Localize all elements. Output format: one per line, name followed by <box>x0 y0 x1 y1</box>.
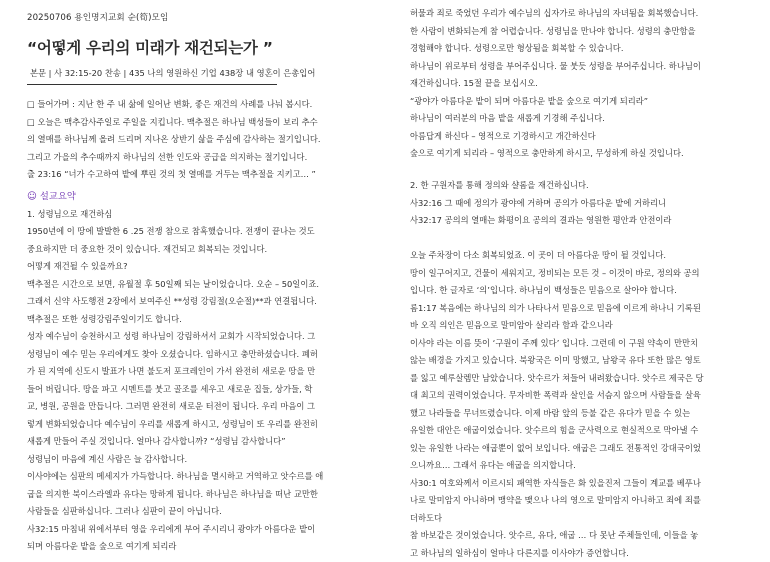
body-line: 참 바보같은 것이었습니다. 앗수르, 유다, 애굽 … 다 못난 주체들인데, 이들을 놓 <box>410 527 746 545</box>
body-line: 사32:17 공의의 열매는 화평이요 공의의 결과는 영원한 평안과 안전이라 <box>410 212 746 230</box>
body-line: 바 오직 의인은 믿음으로 말미암아 살리라 함과 같으니라 <box>410 317 746 335</box>
summary-line: 1. 성령님으로 재건하심 <box>27 206 367 224</box>
body-line: 경험해야 합니다. 성령으로만 형상됨을 회복할 수 있습니다. <box>410 40 746 58</box>
summary-line: 가 된 지역에 신도시 발표가 나면 불도저 포크레인이 가서 완전히 새로운 땅을 만 <box>27 363 367 381</box>
title-divider <box>27 84 277 85</box>
summary-line: 렇게 변화되었습니다 예수님이 우리를 새롭게 하시고, 성령님이 또 우리를 완전히 <box>27 416 367 434</box>
body-line: 숲으로 여기게 되리라 – 영적으로 충만하게 하시고, 무성하게 하실 것입니다. <box>410 145 746 163</box>
summary-line: 그래서 신약 사도행전 2장에서 보여주신 **성령 강림절(오순절)**과 연결됩니다. <box>27 293 367 311</box>
summary-line: 들어 버립니다. 땅을 파고 시멘트를 붓고 골조를 세우고 새로운 집들, 상가들, 학 <box>27 381 367 399</box>
summary-line: 되며 아름다운 밭을 숲으로 여기게 되리라 <box>27 538 367 556</box>
right-top-section <box>410 5 746 163</box>
summary-heading-label: 설교요약 <box>40 191 76 202</box>
summary-line: 교, 병원, 공원을 만듭니다. 그러면 완전히 새로운 터전이 됩니다. 우리 마음이 그 <box>27 398 367 416</box>
body-line: 대 최고의 권력이었습니다. 무자비한 폭력과 살인을 서슴지 않으며 사람들을 살육 <box>410 387 746 405</box>
summary-line: 맥추절은 또한 성령강림주일이기도 합니다. <box>27 311 367 329</box>
intro-line: 그리고 가을의 추수때까지 하나님의 선한 인도와 공급을 의지하는 절기입니다. <box>27 149 367 167</box>
intro-line: 출 23:16 “너가 수고하여 밭에 뿌린 것의 첫 열매를 거두는 맥추절을 지키고… ” <box>27 166 367 184</box>
body-line: 유일한 대안은 애굽이었습니다. 앗수르의 힘을 군사력으로 현실적으로 막아낼 수 <box>410 422 746 440</box>
body-line: 2. 한 구원자를 통해 정의와 샬롬을 재건하십니다. <box>410 177 746 195</box>
body-line: 하나님이 위로부터 성령을 부어주십니다. 물 붓듯 성령을 부어주십니다. 하나님이 <box>410 58 746 76</box>
body-line: 사32:16 그 때에 정의가 광야에 거하며 공의가 아름다운 밭에 거하리니 <box>410 195 746 213</box>
summary-line: 성자 예수님이 승천하시고 성령 하나님이 강림하셔서 교회가 시작되었습니다. 그 <box>27 328 367 346</box>
body-line: 아름답게 하신다 – 영적으로 기경하시고 개간하신다 <box>410 128 746 146</box>
body-line: 한 사람이 변화되는게 참 어렵습니다. 성령님을 만나야 합니다. 성령의 충만함을 <box>410 23 746 41</box>
body-line: 으니까요… 그래서 유다는 애굽을 의지합니다. <box>410 457 746 475</box>
body-line: 땅이 일구어지고, 건물이 세워지고, 정비되는 모든 것 – 이것이 바로, 정의와 공의 <box>410 265 746 283</box>
date-org-line: 20250706 용인명지교회 순(筍)모임 <box>27 11 168 23</box>
body-line: “광야가 아름다운 밭이 되며 아름다운 밭을 숲으로 여기게 되리라” <box>410 93 746 111</box>
summary-line: 사32:15 마침내 위에서부터 영을 우리에게 부어 주시리니 광야가 아름다운 밭이 <box>27 521 367 539</box>
intro-line: 의 열매를 하나님께 올려 드리며 지나온 상반기 삶을 주심에 감사하는 절기입니다. <box>27 131 367 149</box>
summary-line: 굽을 의지한 북이스라엘과 유다는 망하게 됩니다. 하나님은 하나님을 떠난 교만한 <box>27 486 367 504</box>
body-line: 롬1:17 복음에는 하나님의 의가 나타나서 믿음으로 믿음에 이르게 하나니 기록된 <box>410 300 746 318</box>
summary-line: 성령님이 마음에 계신 사람은 늘 감사합니다. <box>27 451 367 469</box>
smile-icon: ☺ <box>27 191 37 202</box>
body-line: 했고 나라들을 무너뜨렸습니다. 이제 바람 앞의 등불 같은 유다가 믿을 수 있는 <box>410 405 746 423</box>
body-line: 허물과 죄로 죽었던 우리가 예수님의 십자가로 하나님의 자녀됨을 회복했습니다. <box>410 5 746 23</box>
body-line: 있는 유일한 나라는 애굽뿐이 없어 보입니다. 애굽은 그래도 전통적인 강대국이었 <box>410 440 746 458</box>
body-line: 고 하나님의 일하심이 얼마나 다른지를 이사야가 증언합니다. <box>410 545 746 562</box>
summary-line: 새롭게 만들어 주실 것입니다. 얼마나 감사합니까? “성령님 감사합니다” <box>27 433 367 451</box>
summary-line: 맥추절은 시간으로 보면, 유월절 후 50일째 되는 날이었습니다. 오순 – 50일이죠. <box>27 276 367 294</box>
blank-line <box>410 230 746 248</box>
summary-heading <box>27 188 367 206</box>
body-line: 입니다. 한 글자로 ‘의’입니다. 하나님이 백성들은 믿음으로 살아야 합니다. <box>410 282 746 300</box>
intro-section <box>27 96 367 184</box>
summary-line: 성령님이 예수 믿는 우리에게도 찾아 오셨습니다. 임하시고 충만하셨습니다. 폐허 <box>27 346 367 364</box>
summary-line: 1950년에 이 땅에 발발한 6 .25 전쟁 참으로 참혹했습니다. 전쟁이 끝나는 것도 <box>27 223 367 241</box>
right-bottom-section <box>410 177 746 562</box>
body-line: 재건하십니다. 15절 끝을 보십시오. <box>410 75 746 93</box>
body-line: 오늘 주차장이 다소 회복되었죠. 이 곳이 더 아름다운 땅이 될 것입니다. <box>410 247 746 265</box>
body-line: 이사야 라는 이름 뜻이 ‘구원이 주께 있다’ 입니다. 그런데 이 구원 약속이 만만치 <box>410 335 746 353</box>
summary-line: 이사야에는 심판의 메세지가 가득합니다. 하나님을 멸시하고 거역하고 앗수르를 애 <box>27 468 367 486</box>
summary-line: 어떻게 재건될 수 있을까요? <box>27 258 367 276</box>
body-line: 하나님이 여러분의 마음 밭을 새롭게 기경해 주십니다. <box>410 110 746 128</box>
body-line: 더하도다 <box>410 510 746 528</box>
body-line: 나로 말미암지 아니하며 맹약을 맺으나 나의 영으로 말미암지 아니하고 죄에 죄를 <box>410 492 746 510</box>
summary-line: 사람들을 심판하십니다. 그러나 심판이 끝이 아닙니다. <box>27 503 367 521</box>
intro-line: □ 들어가며 : 지난 한 주 내 삶에 일어난 변화, 좋은 재건의 사례를 나눠 봅시다. <box>27 96 367 114</box>
intro-line: □ 오늘은 맥추감사주일로 주일을 지킵니다. 맥추절은 하나님 백성들이 보리 추수 <box>27 114 367 132</box>
body-line: 사30:1 여호와께서 이르시되 패역한 자식들은 화 있을진저 그들이 계교를 베푸나 <box>410 475 746 493</box>
page-title: “어떻게 우리의 미래가 재건되는가 ” <box>27 36 273 58</box>
body-line: 않는 배경을 가지고 있습니다. 북왕국은 이미 망했고, 남왕국 유다 또한 많은 영토 <box>410 352 746 370</box>
summary-line: 중요하지만 더 중요한 것이 있습니다. 재건되고 회복되는 것입니다. <box>27 241 367 259</box>
sermon-info: 본문 | 사 32:15-20 찬송 | 435 나의 영원하신 기업 438장 내 영혼이 은총입어 <box>30 67 315 79</box>
body-line: 를 잃고 예루살렘만 남았습니다. 앗수르가 쳐들어 내려왔습니다. 앗수르 제국은 당 <box>410 370 746 388</box>
summary-section <box>27 188 367 556</box>
